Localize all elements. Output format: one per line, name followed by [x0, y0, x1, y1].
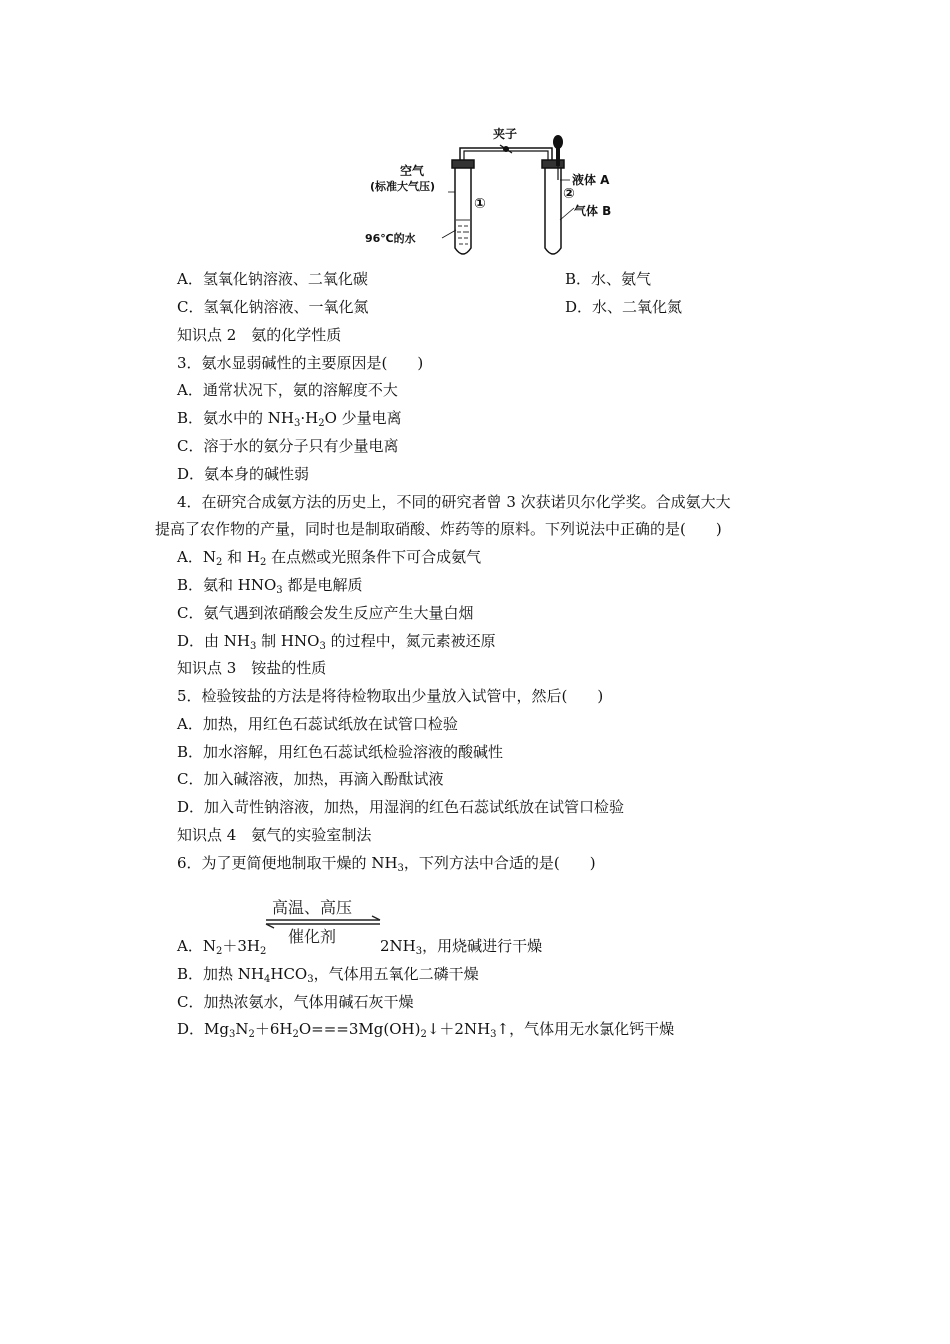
q4-option-b: B．氨和 $HNO_3$ 都是电解质	[177, 576, 363, 596]
tube2-marker: ②	[563, 186, 575, 202]
q3-option-b: B．氨水中的 $NH_3\cdot H_2O$ 少量电离	[177, 409, 402, 429]
water-label: 96℃的水	[365, 232, 416, 245]
air-label: 空气	[400, 164, 425, 178]
q5-stem: 5．检验铵盐的方法是将待检物取出少量放入试管中，然后( )	[177, 687, 604, 705]
test-tube-1	[452, 160, 474, 254]
q5-option-b: B．加水溶解，用红色石蕊试纸检验溶液的酸碱性	[177, 743, 504, 761]
q2-option-d: D．水、二氧化氮	[565, 298, 683, 316]
reaction-condition-arrow	[262, 896, 387, 948]
condition-bottom: 催化剂	[288, 927, 337, 946]
q4-stem-line2: 提高了农作物的产量，同时也是制取硝酸、炸药等的原料。下列说法中正确的是( )	[155, 520, 722, 538]
q6-option-a: A．$N_2+3H_2$	[177, 937, 267, 957]
q3-stem: 3．氨水显弱碱性的主要原因是( )	[177, 354, 424, 372]
liquid-label: 液体 A	[572, 173, 610, 187]
apparatus-diagram	[360, 120, 620, 265]
clamp-icon	[500, 145, 512, 153]
gas-label: 气体 B	[574, 204, 612, 218]
q6-stem: 6．为了更简便地制取干燥的 $NH_3$，下列方法中合适的是( )	[177, 854, 596, 874]
q6-option-b: B．加热 $NH_4HCO_3$，气体用五氧化二磷干燥	[177, 965, 479, 985]
q5-option-d: D．加入苛性钠溶液，加热，用湿润的红色石蕊试纸放在试管口检验	[177, 798, 625, 816]
air-note: (标准大气压)	[370, 180, 436, 193]
q2-option-a: A．氢氧化钠溶液、二氧化碳	[177, 270, 368, 288]
tube1-marker: ①	[474, 196, 486, 212]
q4-option-a: A．$N_2$ 和 $H_2$ 在点燃或光照条件下可合成氨气	[177, 548, 482, 568]
q6-option-d: D．$Mg_3N_2+6H_2O===3Mg(OH)_2↓+2NH_3↑$，气体用无水氯化钙干燥	[177, 1020, 675, 1040]
section-heading-2: 知识点 2 氨的化学性质	[177, 326, 342, 344]
q6-option-a-product: $2NH_3$，用烧碱进行干燥	[380, 937, 543, 957]
clamp-label: 夹子	[493, 127, 518, 141]
q3-option-d: D．氨本身的碱性弱	[177, 465, 310, 483]
section-heading-4: 知识点 4 氨气的实验室制法	[177, 826, 372, 844]
q4-option-c: C．氨气遇到浓硝酸会发生反应产生大量白烟	[177, 604, 474, 622]
q2-option-c: C．氢氧化钠溶液、一氧化氮	[177, 298, 369, 316]
water-in-tube-1	[456, 220, 470, 244]
q2-option-b: B．水、氨气	[565, 270, 652, 288]
section-heading-3: 知识点 3 铵盐的性质	[177, 659, 327, 677]
q4-stem-line1: 4．在研究合成氨方法的历史上，不同的研究者曾 3 次获诺贝尔化学奖。合成氨大大	[177, 493, 731, 511]
q5-option-c: C．加入碱溶液，加热，再滴入酚酞试液	[177, 770, 444, 788]
q5-option-a: A．加热，用红色石蕊试纸放在试管口检验	[177, 715, 458, 733]
condition-top: 高温、高压	[272, 898, 353, 917]
test-tube-2	[542, 160, 564, 254]
q4-option-d: D．由 $NH_3$ 制 $HNO_3$ 的过程中，氮元素被还原	[177, 632, 496, 652]
q3-option-c: C．溶于水的氨分子只有少量电离	[177, 437, 399, 455]
q6-option-c: C．加热浓氨水，气体用碱石灰干燥	[177, 993, 414, 1011]
q3-option-a: A．通常状况下，氨的溶解度不大	[177, 381, 398, 399]
